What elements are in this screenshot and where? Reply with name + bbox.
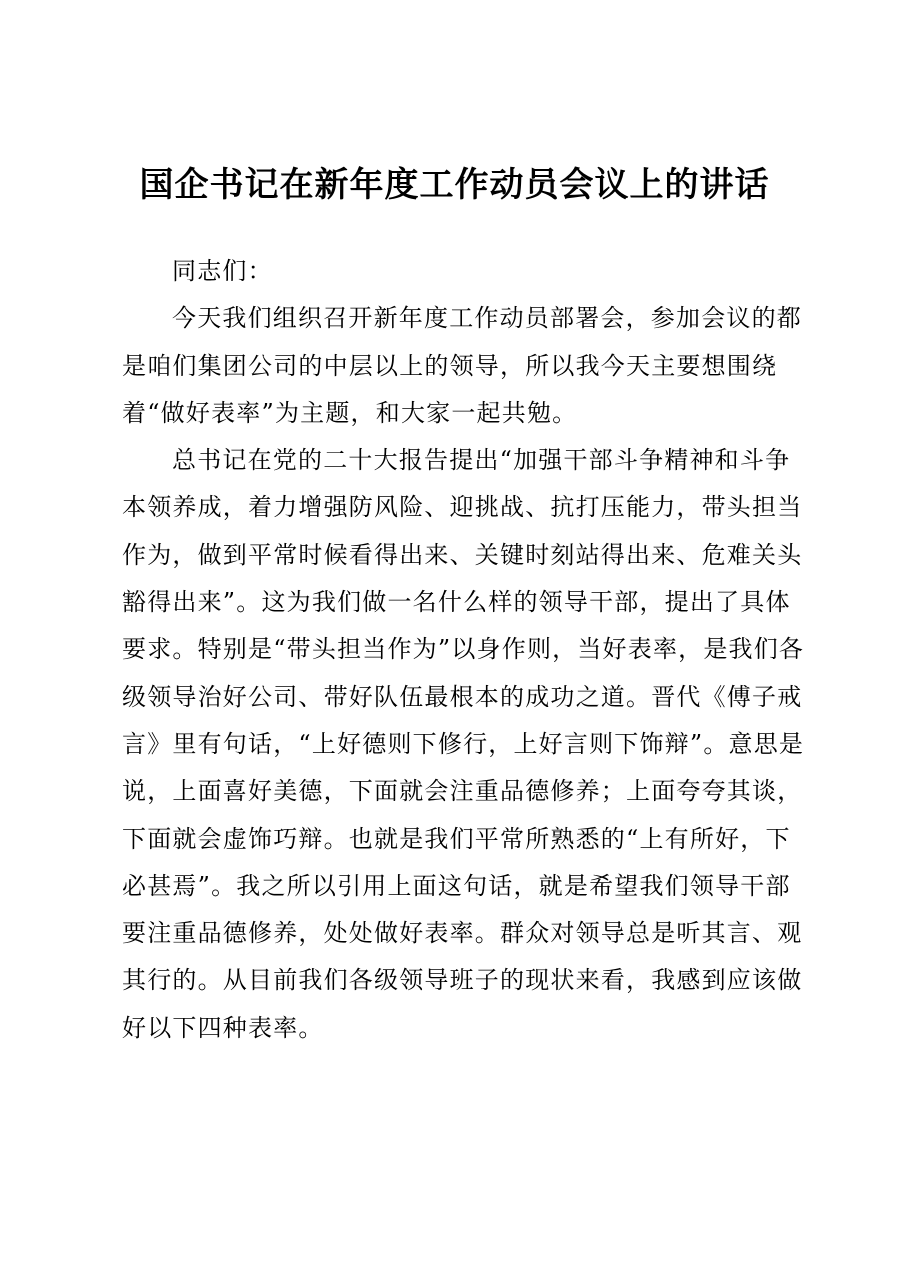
document-title: 国企书记在新年度工作动员会议上的讲话 xyxy=(139,165,770,205)
document-body xyxy=(122,248,812,1052)
salutation: 同志们： xyxy=(172,257,273,285)
paragraph-2: 总书记在党的二十大报告提出“加强干部斗争精神和斗争本领养成，着力增强防风险、迎挑战、抗打压能力，带头担当作为，做到平常时候看得出来、关键时刻站得出来、危难关头豁得出来”。这为我们做一名什么样的领导干部，提出了具体要求。特别是“带头担当作为”以身作则，当好表率，是我们各级领导治好公司、带好队伍最根本的成功之道。晋代《傅子戒言》里有句话，“上好德则下修行，上好言则下饰辩”。意思是说，上面喜好美德，下面就会注重品德修养；上面夸夸其谈，下面就会虚饰巧辩。也就是我们平常所熟悉的“上有所好，下必甚焉”。我之所以引用上面这句话，就是希望我们领导干部要注重品德修养，处处做好表率。群众对领导总是听其言、观其行的。从目前我们各级领导班子的现状来看，我感到应该做好以下四种表率。 xyxy=(122,446,805,1042)
paragraph-1: 今天我们组织召开新年度工作动员部署会，参加会议的都是咱们集团公司的中层以上的领导，所以我今天主要想围绕着“做好表率”为主题，和大家一起共勉。 xyxy=(122,304,802,427)
